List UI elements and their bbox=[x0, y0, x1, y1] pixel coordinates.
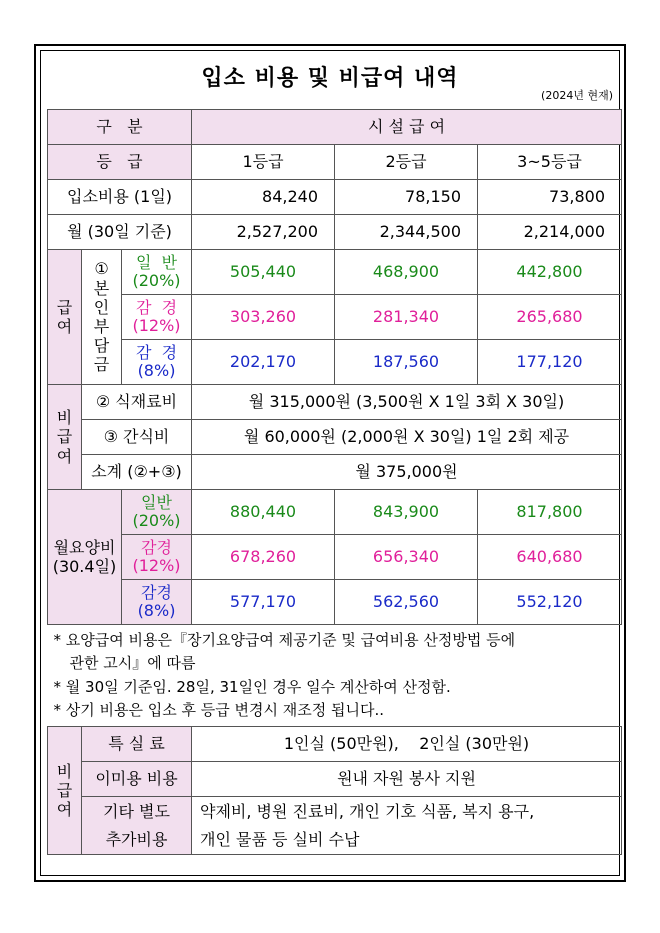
document-inner-frame bbox=[40, 50, 620, 876]
self-pay-label: ① 본 인 부 담 금 bbox=[82, 250, 122, 385]
fee-table bbox=[47, 109, 622, 855]
reduced12-value-2: 281,340 bbox=[335, 295, 478, 340]
benefit-row-reduced-12 bbox=[48, 295, 622, 340]
grade-row bbox=[48, 145, 622, 180]
subtotal-row bbox=[48, 455, 622, 490]
grade-label: 등 급 bbox=[48, 145, 192, 180]
non-benefit-label: 비 급 여 bbox=[48, 385, 82, 490]
care-general-value-3: 817,800 bbox=[478, 490, 622, 535]
care-reduced12-value-2: 656,340 bbox=[335, 535, 478, 580]
monthly-value-1: 2,527,200 bbox=[192, 215, 335, 250]
special-room-value: 1인실 (50만원), 2인실 (30만원) bbox=[192, 727, 622, 762]
reduced8-rate-label: 감 경 (8%) bbox=[122, 340, 192, 385]
care-reduced8-value-1: 577,170 bbox=[192, 580, 335, 625]
grade-3: 3~5등급 bbox=[478, 145, 622, 180]
reduced8-value-1: 202,170 bbox=[192, 340, 335, 385]
monthly-care-label: 월요양비 (30.4일) bbox=[48, 490, 122, 625]
care-row-reduced-8 bbox=[48, 580, 622, 625]
other-cost-row bbox=[48, 797, 622, 855]
care-general-label: 일반 (20%) bbox=[122, 490, 192, 535]
meal-label: ② 식재료비 bbox=[82, 385, 192, 420]
monthly-value-3: 2,214,000 bbox=[478, 215, 622, 250]
care-reduced12-value-3: 640,680 bbox=[478, 535, 622, 580]
header-row bbox=[48, 110, 622, 145]
haircut-row bbox=[48, 762, 622, 797]
page-title: 입소 비용 및 비급여 내역 bbox=[201, 66, 459, 91]
extra-section-label: 비 급 여 bbox=[48, 727, 82, 855]
snack-value: 월 60,000원 (2,000원 X 30일) 1일 2회 제공 bbox=[192, 420, 622, 455]
general-value-1: 505,440 bbox=[192, 250, 335, 295]
note-line-4: * 상기 비용은 입소 후 등급 변경시 재조정 됩니다.. bbox=[53, 700, 384, 719]
benefit-row-general bbox=[48, 250, 622, 295]
note-line-1: * 요양급여 비용은『장기요양급여 제공기준 및 급여비용 산정방법 등에 bbox=[53, 631, 516, 649]
other-cost-label: 기타 별도 추가비용 bbox=[82, 797, 192, 855]
reduced12-value-3: 265,680 bbox=[478, 295, 622, 340]
care-reduced8-value-2: 562,560 bbox=[335, 580, 478, 625]
haircut-value: 원내 자원 봉사 지원 bbox=[192, 762, 622, 797]
haircut-label: 이미용 비용 bbox=[82, 762, 192, 797]
special-room-label: 특 실 료 bbox=[82, 727, 192, 762]
admission-row bbox=[48, 180, 622, 215]
notes-row bbox=[48, 625, 622, 727]
document-frame bbox=[34, 44, 626, 882]
benefit-header: 시 설 급 여 bbox=[192, 110, 622, 145]
monthly-row bbox=[48, 215, 622, 250]
care-reduced8-label: 감경 (8%) bbox=[122, 580, 192, 625]
special-room-row bbox=[48, 727, 622, 762]
reduced12-value-1: 303,260 bbox=[192, 295, 335, 340]
care-general-value-1: 880,440 bbox=[192, 490, 335, 535]
care-row-reduced-12 bbox=[48, 535, 622, 580]
note-line-2: 관한 고시』에 따름 bbox=[69, 654, 196, 673]
reduced12-rate-label: 감 경 (12%) bbox=[122, 295, 192, 340]
care-row-general bbox=[48, 490, 622, 535]
monthly-value-2: 2,344,500 bbox=[335, 215, 478, 250]
note-line-3: * 월 30일 기준임. 28일, 31일인 경우 일수 계산하여 산정함. bbox=[53, 677, 451, 696]
meal-row bbox=[48, 385, 622, 420]
snack-label: ③ 간식비 bbox=[82, 420, 192, 455]
subtotal-label: 소계 (②+③) bbox=[82, 455, 192, 490]
benefit-row-reduced-8 bbox=[48, 340, 622, 385]
care-general-value-2: 843,900 bbox=[335, 490, 478, 535]
general-value-2: 468,900 bbox=[335, 250, 478, 295]
care-reduced12-label: 감경 (12%) bbox=[122, 535, 192, 580]
reduced8-value-2: 187,560 bbox=[335, 340, 478, 385]
care-reduced12-value-1: 678,260 bbox=[192, 535, 335, 580]
category-header: 구 분 bbox=[48, 110, 192, 145]
benefit-section-label: 급 여 bbox=[48, 250, 82, 385]
other-cost-value: 약제비, 병원 진료비, 개인 기호 식품, 복지 용구, 개인 물품 등 실비 수납 bbox=[192, 797, 622, 855]
general-rate-label: 일 반 (20%) bbox=[122, 250, 192, 295]
grade-1: 1등급 bbox=[192, 145, 335, 180]
admission-label: 입소비용 (1일) bbox=[48, 180, 192, 215]
subtotal-value: 월 375,000원 bbox=[192, 455, 622, 490]
care-reduced8-value-3: 552,120 bbox=[478, 580, 622, 625]
meal-value: 월 315,000원 (3,500원 X 1일 3회 X 30일) bbox=[192, 385, 622, 420]
snack-row bbox=[48, 420, 622, 455]
date-note: (2024년 현재) bbox=[541, 89, 613, 102]
notes-block bbox=[48, 625, 622, 727]
admission-value-2: 78,150 bbox=[335, 180, 478, 215]
admission-value-1: 84,240 bbox=[192, 180, 335, 215]
reduced8-value-3: 177,120 bbox=[478, 340, 622, 385]
general-value-3: 442,800 bbox=[478, 250, 622, 295]
grade-2: 2등급 bbox=[335, 145, 478, 180]
monthly-label: 월 (30일 기준) bbox=[48, 215, 192, 250]
admission-value-3: 73,800 bbox=[478, 180, 622, 215]
